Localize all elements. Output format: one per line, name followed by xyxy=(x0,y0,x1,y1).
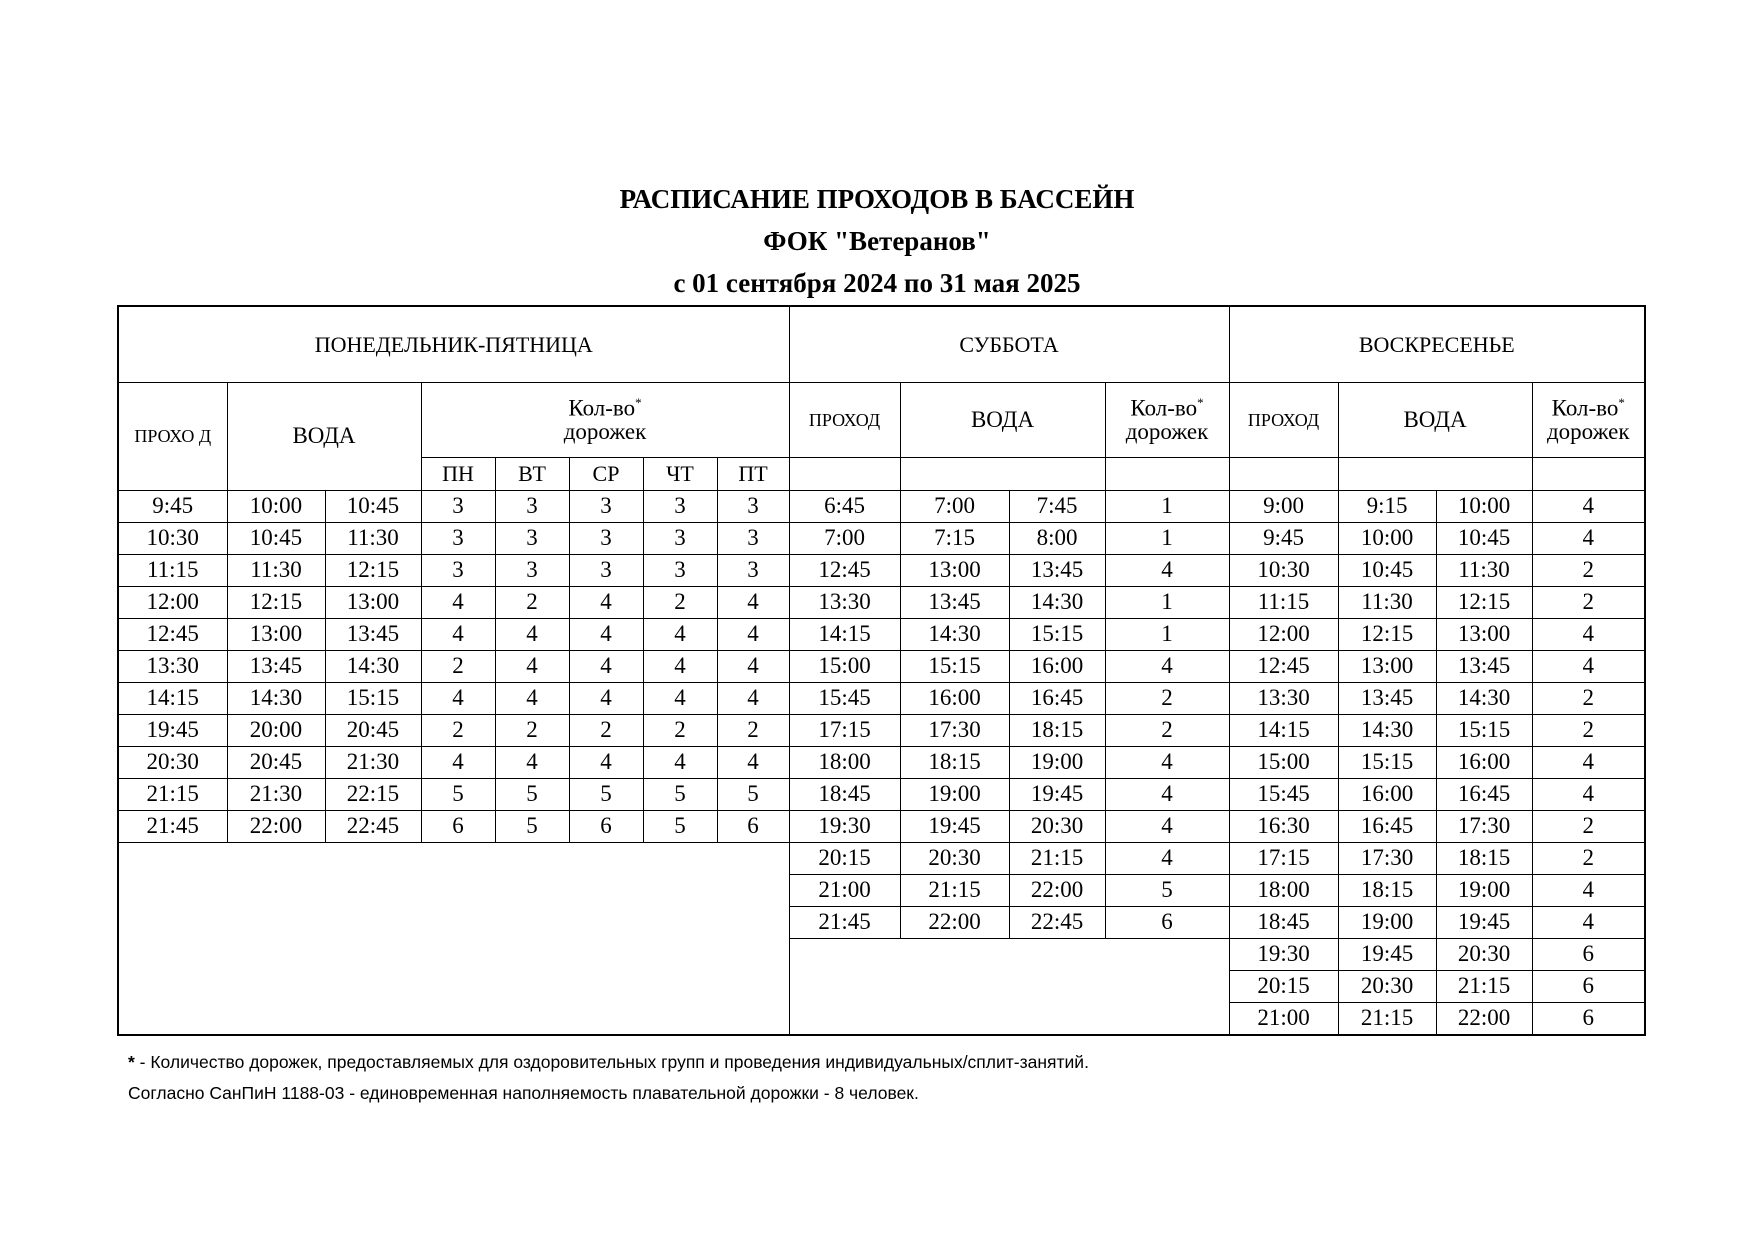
sunday-cell: 16:45 xyxy=(1338,811,1436,843)
saturday-cell: 21:00 xyxy=(789,875,900,907)
sunday-cell: 14:15 xyxy=(1229,715,1338,747)
weekdays-cell: 11:30 xyxy=(325,523,421,555)
sunday-cell: 9:45 xyxy=(1229,523,1338,555)
weekdays-cell: 14:30 xyxy=(227,683,325,715)
weekdays-cell: 3 xyxy=(569,491,643,523)
weekdays-cell: 22:15 xyxy=(325,779,421,811)
lanes-asterisk: * xyxy=(635,394,642,410)
sunday-cell: 4 xyxy=(1532,619,1645,651)
sunday-cell: 9:00 xyxy=(1229,491,1338,523)
saturday-cell: 16:00 xyxy=(900,683,1009,715)
weekdays-cell: 14:30 xyxy=(325,651,421,683)
weekdays-cell: 21:30 xyxy=(227,779,325,811)
weekdays-cell: 4 xyxy=(421,683,495,715)
sunday-cell: 13:45 xyxy=(1436,651,1532,683)
sunday-cell: 20:15 xyxy=(1229,971,1338,1003)
weekdays-cell: 4 xyxy=(495,651,569,683)
saturday-cell: 20:15 xyxy=(789,843,900,875)
lanes-label: Кол-во xyxy=(1130,395,1198,421)
weekdays-lanes-header xyxy=(421,383,789,458)
sunday-cell: 4 xyxy=(1532,523,1645,555)
saturday-cell: 7:00 xyxy=(789,523,900,555)
saturday-cell: 4 xyxy=(1105,779,1229,811)
sunday-cell: 6 xyxy=(1532,971,1645,1003)
sunday-cell: 10:00 xyxy=(1436,491,1532,523)
weekdays-cell: 21:15 xyxy=(118,779,227,811)
sunday-cell: 2 xyxy=(1532,811,1645,843)
weekdays-cell: 4 xyxy=(495,683,569,715)
weekdays-cell: 3 xyxy=(495,523,569,555)
sunday-cell: 17:30 xyxy=(1436,811,1532,843)
weekdays-cell: 3 xyxy=(643,523,717,555)
sunday-cell: 20:30 xyxy=(1436,939,1532,971)
weekdays-cell: 14:15 xyxy=(118,683,227,715)
sunday-cell: 18:45 xyxy=(1229,907,1338,939)
saturday-cell: 22:00 xyxy=(900,907,1009,939)
table-row xyxy=(118,843,1645,875)
saturday-cell: 20:30 xyxy=(900,843,1009,875)
saturday-cell: 17:30 xyxy=(900,715,1009,747)
saturday-cell: 13:30 xyxy=(789,587,900,619)
weekdays-cell: 15:15 xyxy=(325,683,421,715)
sunday-cell: 10:45 xyxy=(1338,555,1436,587)
sunday-cell: 14:30 xyxy=(1338,715,1436,747)
weekdays-cell: 13:30 xyxy=(118,651,227,683)
weekdays-cell: 10:00 xyxy=(227,491,325,523)
saturday-voda-header: ВОДА xyxy=(900,383,1105,458)
weekdays-voda-header: ВОДА xyxy=(227,383,421,491)
weekdays-cell: 2 xyxy=(421,651,495,683)
saturday-cell: 7:00 xyxy=(900,491,1009,523)
saturday-cell: 1 xyxy=(1105,491,1229,523)
saturday-cell: 14:30 xyxy=(1009,587,1105,619)
saturday-cell: 13:00 xyxy=(900,555,1009,587)
sunday-cell: 21:00 xyxy=(1229,1003,1338,1036)
page-title: РАСПИСАНИЕ ПРОХОДОВ В БАССЕЙН xyxy=(619,184,1135,214)
saturday-prohod-header: ПРОХОД xyxy=(789,383,900,458)
weekdays-cell: 2 xyxy=(495,715,569,747)
sunday-cell: 21:15 xyxy=(1338,1003,1436,1036)
schedule-table xyxy=(117,305,1646,1036)
weekdays-cell: 22:45 xyxy=(325,811,421,843)
weekdays-cell: 3 xyxy=(421,523,495,555)
weekdays-cell: 20:00 xyxy=(227,715,325,747)
weekdays-cell: 21:45 xyxy=(118,811,227,843)
sunday-prohod-header: ПРОХОД xyxy=(1229,383,1338,458)
sunday-cell: 19:45 xyxy=(1436,907,1532,939)
weekdays-cell: 12:15 xyxy=(325,555,421,587)
sunday-cell: 15:45 xyxy=(1229,779,1338,811)
sunday-cell: 10:45 xyxy=(1436,523,1532,555)
sunday-cell: 12:15 xyxy=(1338,619,1436,651)
saturday-cell: 15:45 xyxy=(789,683,900,715)
lanes-label-2: дорожек xyxy=(1546,419,1630,445)
sunday-cell: 4 xyxy=(1532,779,1645,811)
saturday-cell: 22:45 xyxy=(1009,907,1105,939)
weekdays-cell: 4 xyxy=(717,651,789,683)
saturday-header: СУББОТА xyxy=(789,306,1229,383)
header-blank xyxy=(789,458,900,491)
sunday-cell: 6 xyxy=(1532,939,1645,971)
sunday-cell: 4 xyxy=(1532,651,1645,683)
saturday-cell: 1 xyxy=(1105,619,1229,651)
weekdays-empty-area xyxy=(118,843,789,1036)
sunday-cell: 18:15 xyxy=(1338,875,1436,907)
weekdays-cell: 4 xyxy=(421,619,495,651)
table-row xyxy=(118,715,1645,747)
saturday-cell: 7:15 xyxy=(900,523,1009,555)
sunday-cell: 19:00 xyxy=(1338,907,1436,939)
weekdays-prohod-header: ПРОХО Д xyxy=(118,383,227,491)
lanes-label-2: дорожек xyxy=(1125,419,1209,445)
sunday-cell: 10:30 xyxy=(1229,555,1338,587)
saturday-cell: 14:30 xyxy=(900,619,1009,651)
weekdays-cell: 3 xyxy=(717,523,789,555)
weekdays-cell: 5 xyxy=(495,779,569,811)
weekdays-cell: 3 xyxy=(421,491,495,523)
sunday-cell: 2 xyxy=(1532,587,1645,619)
sunday-cell: 11:15 xyxy=(1229,587,1338,619)
sunday-cell: 22:00 xyxy=(1436,1003,1532,1036)
saturday-cell: 1 xyxy=(1105,587,1229,619)
weekdays-cell: 5 xyxy=(495,811,569,843)
table-row xyxy=(118,587,1645,619)
weekdays-header: ПОНЕДЕЛЬНИК-ПЯТНИЦА xyxy=(118,306,789,383)
saturday-cell: 4 xyxy=(1105,747,1229,779)
saturday-empty-area xyxy=(789,939,1229,1036)
weekdays-cell: 2 xyxy=(421,715,495,747)
sunday-cell: 2 xyxy=(1532,843,1645,875)
weekdays-cell: 2 xyxy=(643,587,717,619)
weekdays-cell: 11:30 xyxy=(227,555,325,587)
weekdays-cell: 19:45 xyxy=(118,715,227,747)
sunday-cell: 20:30 xyxy=(1338,971,1436,1003)
sunday-cell: 11:30 xyxy=(1338,587,1436,619)
saturday-cell: 22:00 xyxy=(1009,875,1105,907)
sunday-cell: 9:15 xyxy=(1338,491,1436,523)
header-blank xyxy=(900,458,1105,491)
lanes-label-2: дорожек xyxy=(563,419,647,445)
weekdays-cell: 2 xyxy=(717,715,789,747)
sunday-cell: 12:45 xyxy=(1229,651,1338,683)
lanes-asterisk: * xyxy=(1197,394,1204,410)
saturday-cell: 18:45 xyxy=(789,779,900,811)
sunday-cell: 18:15 xyxy=(1436,843,1532,875)
table-row xyxy=(118,747,1645,779)
weekdays-cell: 6 xyxy=(717,811,789,843)
sunday-cell: 14:30 xyxy=(1436,683,1532,715)
weekdays-cell: 5 xyxy=(421,779,495,811)
saturday-cell: 21:15 xyxy=(1009,843,1105,875)
saturday-cell: 19:00 xyxy=(1009,747,1105,779)
sunday-cell: 13:30 xyxy=(1229,683,1338,715)
saturday-cell: 19:45 xyxy=(900,811,1009,843)
saturday-cell: 4 xyxy=(1105,843,1229,875)
weekdays-cell: 13:45 xyxy=(325,619,421,651)
weekdays-cell: 4 xyxy=(717,619,789,651)
weekdays-cell: 4 xyxy=(569,619,643,651)
weekdays-cell: 21:30 xyxy=(325,747,421,779)
weekdays-cell: 11:15 xyxy=(118,555,227,587)
saturday-cell: 18:15 xyxy=(1009,715,1105,747)
saturday-cell: 18:00 xyxy=(789,747,900,779)
sunday-cell: 17:15 xyxy=(1229,843,1338,875)
saturday-cell: 12:45 xyxy=(789,555,900,587)
sunday-cell: 19:45 xyxy=(1338,939,1436,971)
weekdays-cell: 10:45 xyxy=(325,491,421,523)
sunday-cell: 4 xyxy=(1532,875,1645,907)
sunday-lanes-header xyxy=(1532,383,1645,458)
weekdays-cell: 9:45 xyxy=(118,491,227,523)
sunday-cell: 17:30 xyxy=(1338,843,1436,875)
header-blank xyxy=(1338,458,1532,491)
saturday-cell: 19:00 xyxy=(900,779,1009,811)
table-row xyxy=(118,523,1645,555)
weekdays-cell: 13:00 xyxy=(227,619,325,651)
saturday-cell: 15:15 xyxy=(1009,619,1105,651)
weekdays-cell: 4 xyxy=(569,651,643,683)
table-row xyxy=(118,683,1645,715)
sunday-cell: 13:00 xyxy=(1436,619,1532,651)
weekdays-cell: 5 xyxy=(717,779,789,811)
saturday-cell: 2 xyxy=(1105,683,1229,715)
footnote-star: * xyxy=(128,1052,135,1072)
sunday-cell: 13:45 xyxy=(1338,683,1436,715)
saturday-cell: 8:00 xyxy=(1009,523,1105,555)
sunday-cell: 16:00 xyxy=(1338,779,1436,811)
lanes-asterisk: * xyxy=(1618,394,1625,410)
sunday-cell: 10:00 xyxy=(1338,523,1436,555)
sunday-cell: 2 xyxy=(1532,715,1645,747)
weekdays-cell: 2 xyxy=(643,715,717,747)
sunday-cell: 2 xyxy=(1532,683,1645,715)
header-blank xyxy=(1105,458,1229,491)
sunday-cell: 4 xyxy=(1532,491,1645,523)
weekdays-cell: 4 xyxy=(717,587,789,619)
saturday-cell: 13:45 xyxy=(1009,555,1105,587)
facility-name: ФОК "Ветеранов" xyxy=(763,226,991,256)
sunday-cell: 16:45 xyxy=(1436,779,1532,811)
saturday-cell: 14:15 xyxy=(789,619,900,651)
weekdays-cell: 4 xyxy=(643,619,717,651)
saturday-cell: 4 xyxy=(1105,651,1229,683)
sunday-cell: 13:00 xyxy=(1338,651,1436,683)
saturday-cell: 18:15 xyxy=(900,747,1009,779)
footnote-lanes xyxy=(128,1052,1089,1073)
weekdays-cell: 5 xyxy=(643,779,717,811)
day-header-thu: ЧТ xyxy=(643,458,717,491)
weekdays-cell: 13:45 xyxy=(227,651,325,683)
saturday-cell: 1 xyxy=(1105,523,1229,555)
saturday-cell: 19:30 xyxy=(789,811,900,843)
table-row xyxy=(118,779,1645,811)
sunday-header: ВОСКРЕСЕНЬЕ xyxy=(1229,306,1645,383)
sunday-cell: 4 xyxy=(1532,747,1645,779)
weekdays-cell: 12:15 xyxy=(227,587,325,619)
saturday-cell: 4 xyxy=(1105,555,1229,587)
weekdays-cell: 4 xyxy=(569,747,643,779)
lanes-label: Кол-во xyxy=(1551,395,1619,421)
weekdays-cell: 4 xyxy=(569,683,643,715)
table-row xyxy=(118,555,1645,587)
weekdays-cell: 4 xyxy=(643,651,717,683)
day-header-wed: СР xyxy=(569,458,643,491)
date-range: с 01 сентября 2024 по 31 мая 2025 xyxy=(673,268,1081,298)
sunday-cell: 6 xyxy=(1532,1003,1645,1036)
sunday-cell: 12:15 xyxy=(1436,587,1532,619)
saturday-cell: 7:45 xyxy=(1009,491,1105,523)
weekdays-cell: 3 xyxy=(569,555,643,587)
sunday-cell: 15:00 xyxy=(1229,747,1338,779)
saturday-cell: 20:30 xyxy=(1009,811,1105,843)
saturday-cell: 17:15 xyxy=(789,715,900,747)
sunday-cell: 19:00 xyxy=(1436,875,1532,907)
saturday-cell: 16:00 xyxy=(1009,651,1105,683)
table-row xyxy=(118,651,1645,683)
weekdays-cell: 6 xyxy=(421,811,495,843)
weekdays-cell: 3 xyxy=(717,555,789,587)
day-header-tue: ВТ xyxy=(495,458,569,491)
weekdays-cell: 10:45 xyxy=(227,523,325,555)
weekdays-cell: 4 xyxy=(569,587,643,619)
weekdays-cell: 20:30 xyxy=(118,747,227,779)
weekdays-cell: 20:45 xyxy=(227,747,325,779)
table-row xyxy=(118,619,1645,651)
footnote-sanpin: Согласно СанПиН 1188-03 - единовременная наполняемость плавательной дорожки - 8 человек. xyxy=(128,1083,919,1103)
saturday-cell: 2 xyxy=(1105,715,1229,747)
weekdays-cell: 3 xyxy=(569,523,643,555)
weekdays-cell: 5 xyxy=(569,779,643,811)
day-header-fri: ПТ xyxy=(717,458,789,491)
weekdays-cell: 4 xyxy=(643,747,717,779)
weekdays-cell: 12:45 xyxy=(118,619,227,651)
weekdays-cell: 3 xyxy=(643,555,717,587)
header-blank xyxy=(1229,458,1338,491)
weekdays-cell: 3 xyxy=(495,555,569,587)
saturday-cell: 19:45 xyxy=(1009,779,1105,811)
weekdays-cell: 4 xyxy=(717,683,789,715)
saturday-cell: 16:45 xyxy=(1009,683,1105,715)
header-blank xyxy=(1532,458,1645,491)
weekdays-cell: 4 xyxy=(717,747,789,779)
sunday-cell: 2 xyxy=(1532,555,1645,587)
weekdays-cell: 3 xyxy=(643,491,717,523)
lanes-label: Кол-во xyxy=(568,395,636,421)
weekdays-cell: 2 xyxy=(495,587,569,619)
footnote-text: - Количество дорожек, предоставляемых для оздоровительных групп и проведения индивидуальных/сплит-занятий. xyxy=(134,1052,1089,1072)
sunday-cell: 16:00 xyxy=(1436,747,1532,779)
weekdays-cell: 4 xyxy=(495,747,569,779)
saturday-cell: 5 xyxy=(1105,875,1229,907)
weekdays-cell: 13:00 xyxy=(325,587,421,619)
sunday-cell: 18:00 xyxy=(1229,875,1338,907)
weekdays-cell: 20:45 xyxy=(325,715,421,747)
saturday-cell: 13:45 xyxy=(900,587,1009,619)
sunday-cell: 19:30 xyxy=(1229,939,1338,971)
sunday-cell: 16:30 xyxy=(1229,811,1338,843)
sunday-voda-header: ВОДА xyxy=(1338,383,1532,458)
table-row xyxy=(118,491,1645,523)
table-row xyxy=(118,811,1645,843)
saturday-cell: 21:15 xyxy=(900,875,1009,907)
sunday-cell: 15:15 xyxy=(1338,747,1436,779)
weekdays-cell: 2 xyxy=(569,715,643,747)
sunday-cell: 11:30 xyxy=(1436,555,1532,587)
weekdays-cell: 10:30 xyxy=(118,523,227,555)
weekdays-cell: 4 xyxy=(421,587,495,619)
saturday-cell: 15:00 xyxy=(789,651,900,683)
saturday-cell: 4 xyxy=(1105,811,1229,843)
saturday-cell: 6 xyxy=(1105,907,1229,939)
weekdays-cell: 3 xyxy=(717,491,789,523)
weekdays-cell: 4 xyxy=(495,619,569,651)
weekdays-cell: 6 xyxy=(569,811,643,843)
weekdays-cell: 12:00 xyxy=(118,587,227,619)
sunday-cell: 15:15 xyxy=(1436,715,1532,747)
weekdays-cell: 4 xyxy=(643,683,717,715)
saturday-cell: 6:45 xyxy=(789,491,900,523)
weekdays-cell: 22:00 xyxy=(227,811,325,843)
sunday-cell: 21:15 xyxy=(1436,971,1532,1003)
saturday-cell: 15:15 xyxy=(900,651,1009,683)
saturday-cell: 21:45 xyxy=(789,907,900,939)
weekdays-cell: 3 xyxy=(421,555,495,587)
weekdays-cell: 3 xyxy=(495,491,569,523)
weekdays-cell: 4 xyxy=(421,747,495,779)
saturday-lanes-header xyxy=(1105,383,1229,458)
sunday-cell: 4 xyxy=(1532,907,1645,939)
day-header-mon: ПН xyxy=(421,458,495,491)
sunday-cell: 12:00 xyxy=(1229,619,1338,651)
weekdays-cell: 5 xyxy=(643,811,717,843)
